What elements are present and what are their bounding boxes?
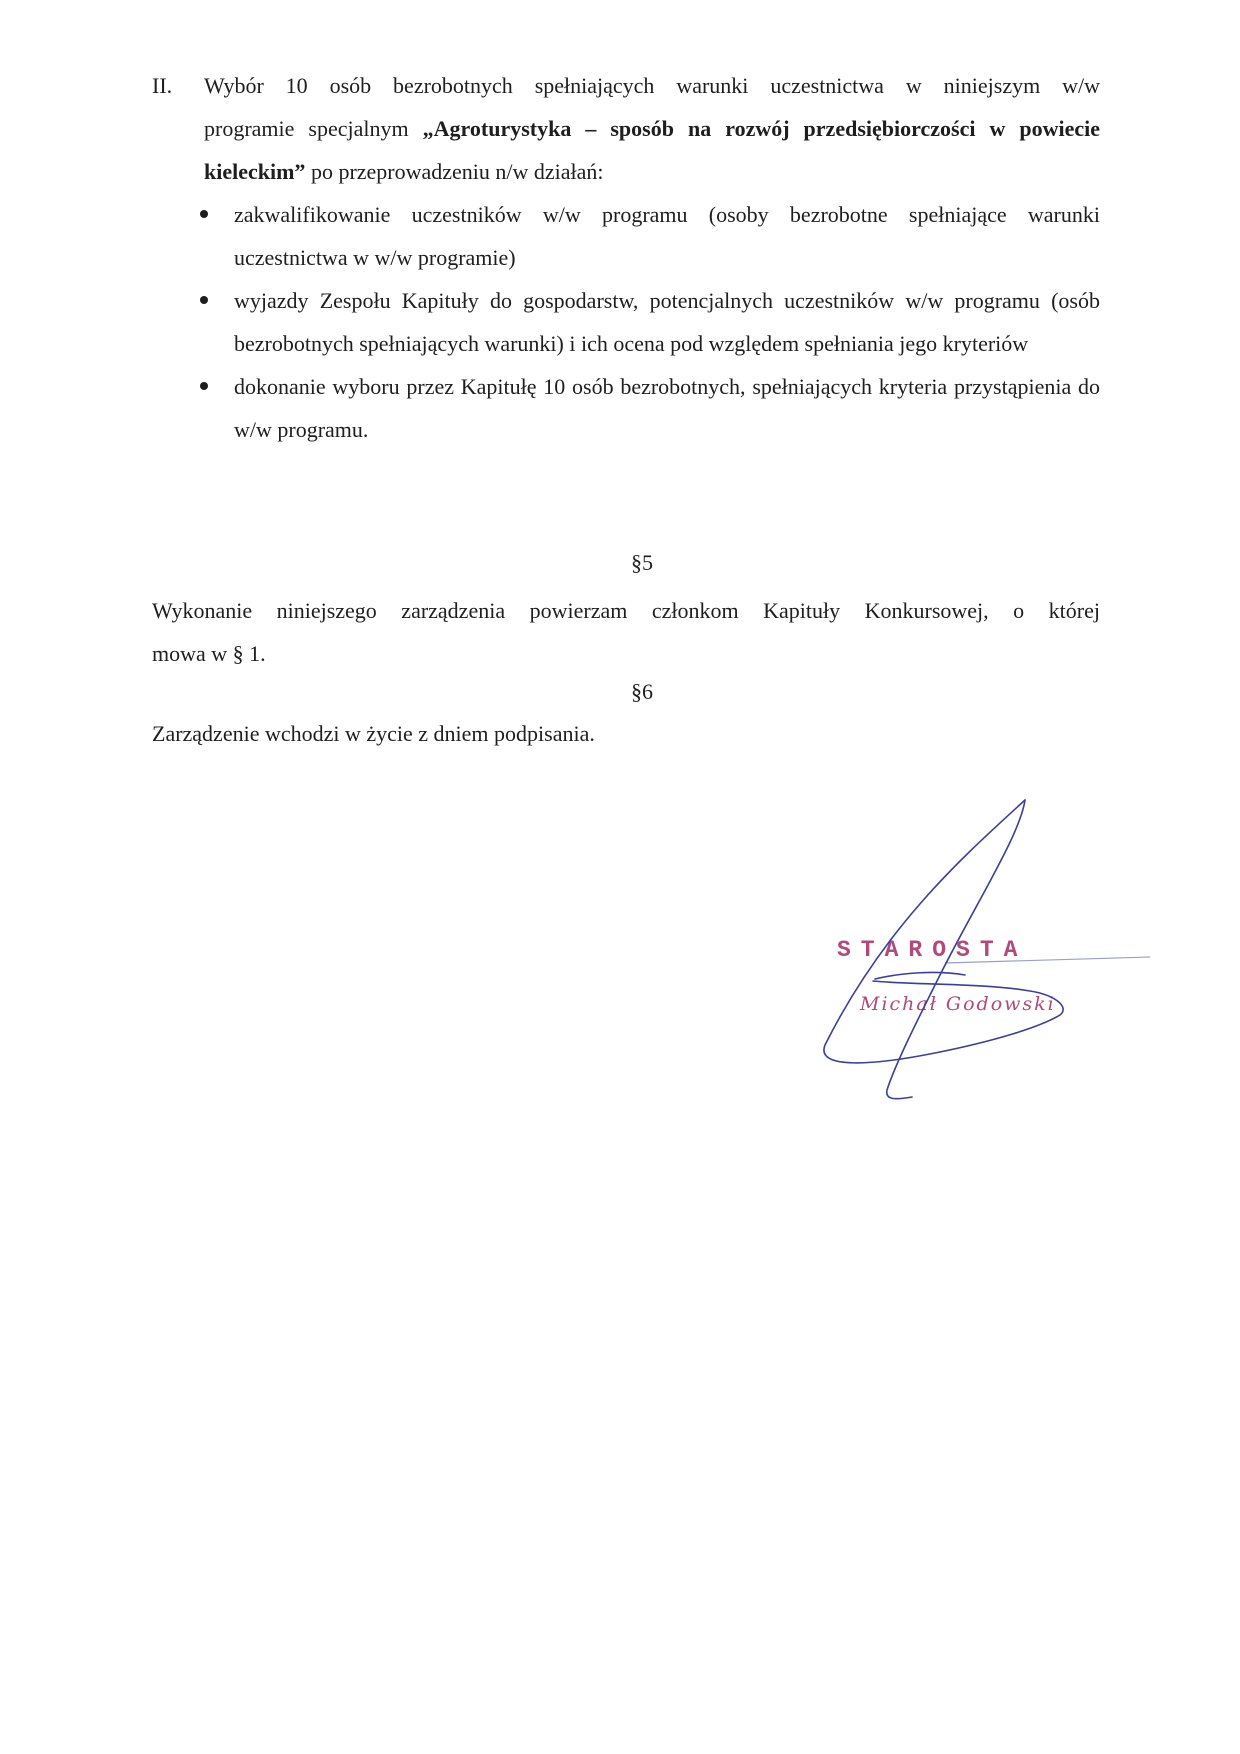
program-name: „Agroturystyka – sposób na rozwój przedsiębiorczości w powiecie kieleckim”: [204, 116, 1100, 184]
bullet-icon: [200, 382, 208, 390]
list-item-text: wyjazdy Zespołu Kapituły do gospodarstw, potencjalnych uczestników w/w programu (osób bezrobotnych spełniających warunki) i ich ocena pod względem spełniania jego kryteriów: [234, 288, 1100, 356]
section-intro: [204, 64, 1100, 193]
stamp-name: Michał Godowski: [860, 993, 1056, 1015]
section-6-text: Zarządzenie wchodzi w życie z dniem podpisania.: [152, 721, 595, 746]
list-item-text: dokonanie wyboru przez Kapitułę 10 osób bezrobotnych, spełniających kryteria przystąpienia do w/w programu.: [234, 374, 1100, 442]
section-5-line-2: mowa w § 1.: [152, 641, 266, 666]
list-item-text: zakwalifikowanie uczestników w/w programu (osoby bezrobotne spełniające warunki uczestnictwa w w/w programie): [234, 202, 1100, 270]
intro-post: po przeprowadzeniu n/w działań:: [305, 159, 604, 184]
section-6-heading: §6: [631, 679, 653, 704]
signature-icon: [815, 795, 1165, 1115]
section-5-text: [152, 589, 1100, 675]
intro-line-1: Wybór 10 osób bezrobotnych spełniających warunki uczestnictwa w niniejszym w/w: [204, 73, 1100, 98]
stamp-title: STAROSTA: [837, 937, 1028, 963]
list-item: [152, 279, 1100, 365]
list-item: [152, 193, 1100, 279]
list-item: [152, 365, 1100, 451]
bullet-icon: [200, 296, 208, 304]
section-5-heading: §5: [631, 550, 653, 575]
section-numeral: II.: [152, 73, 173, 98]
section-5-line-1: Wykonanie niniejszego zarządzenia powierzam członkom Kapituły Konkursowej, o której: [152, 598, 1100, 623]
action-list: [152, 193, 1100, 451]
bullet-icon: [200, 210, 208, 218]
intro-line-2-pre: programie specjalnym: [204, 116, 423, 141]
official-stamp: [815, 795, 1165, 1115]
